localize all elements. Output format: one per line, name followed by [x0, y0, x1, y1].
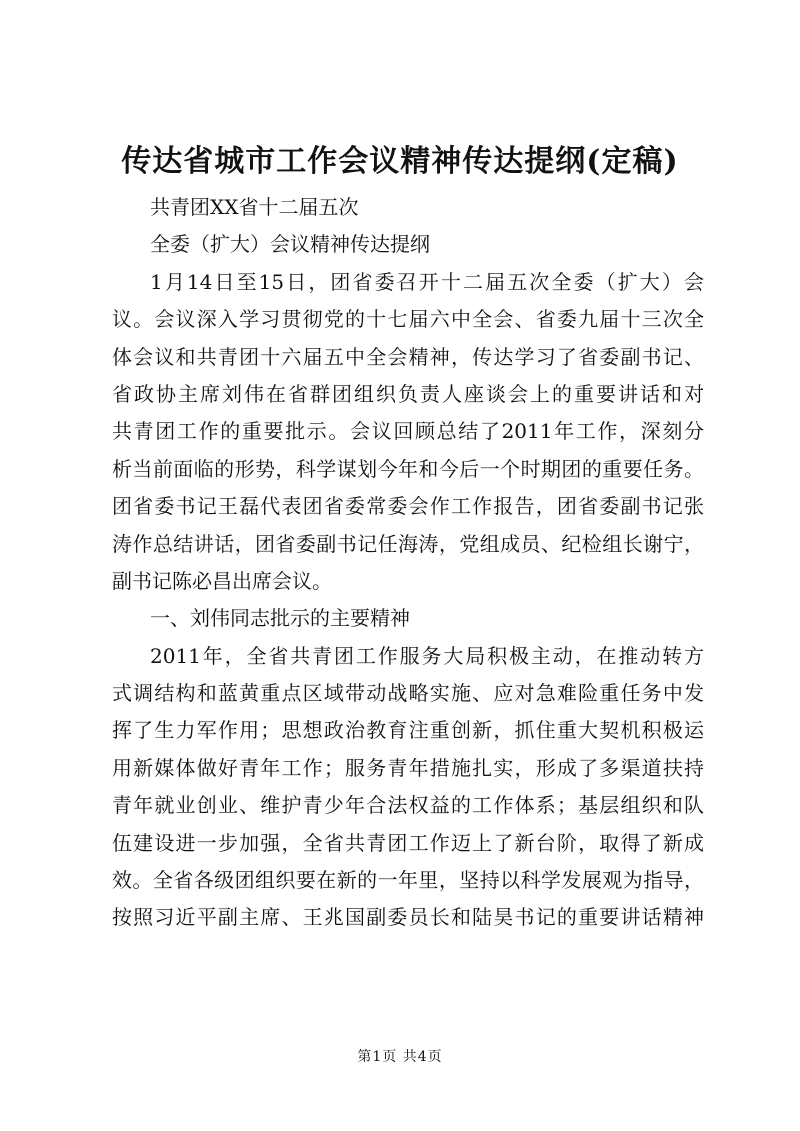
text-line: 挥了生力军作用；思想政治教育注重创新，抓住重大契机积极运	[112, 718, 704, 743]
text-line: 效。全省各级团组织要在新的一年里，坚持以科学发展观为指导，	[112, 868, 704, 893]
text-line: 1月14日至15日，团省委召开十二届五次全委（扩大）会	[150, 269, 704, 294]
text-line: 用新媒体做好青年工作；服务青年措施扎实，形成了多渠道扶持	[112, 755, 704, 780]
text-line: 省政协主席刘伟在省群团组织负责人座谈会上的重要讲话和对	[112, 381, 704, 406]
text-line: 2011年，全省共青团工作服务大局积极主动，在推动转方	[150, 643, 704, 668]
page-footer: 第1页 共4页	[357, 1049, 443, 1065]
document-body	[112, 189, 704, 937]
text-line: 涛作总结讲话，团省委副书记任海涛，党组成员、纪检组长谢宁，	[112, 531, 704, 556]
text-line: 式调结构和蓝黄重点区域带动战略实施、应对急难险重任务中发	[112, 681, 704, 706]
text-line: 议。会议深入学习贯彻党的十七届六中全会、省委九届十三次全	[112, 307, 704, 332]
text-line: 伍建设进一步加强，全省共青团工作迈上了新台阶，取得了新成	[112, 830, 704, 855]
document-title: 传达省城市工作会议精神传达提纲(定稿)	[121, 144, 679, 179]
text-line: 副书记陈必昌出席会议。	[112, 568, 332, 593]
text-line: 全委（扩大）会议精神传达提纲	[150, 232, 430, 257]
text-line: 团省委书记王磊代表团省委常委会作工作报告，团省委副书记张	[112, 494, 704, 519]
text-line: 按照习近平副主席、王兆国副委员长和陆昊书记的重要讲话精神	[112, 905, 704, 930]
text-line: 青年就业创业、维护青少年合法权益的工作体系；基层组织和队	[112, 793, 704, 818]
text-line: 体会议和共青团十六届五中全会精神，传达学习了省委副书记、	[112, 344, 704, 369]
text-line: 共青团XX省十二届五次	[150, 195, 359, 219]
text-line: 共青团工作的重要批示。会议回顾总结了2011年工作，深刻分	[112, 419, 704, 444]
section-heading: 一、刘伟同志批示的主要精神	[150, 606, 410, 631]
text-line: 析当前面临的形势，科学谋划今年和今后一个时期团的重要任务。	[112, 456, 704, 481]
